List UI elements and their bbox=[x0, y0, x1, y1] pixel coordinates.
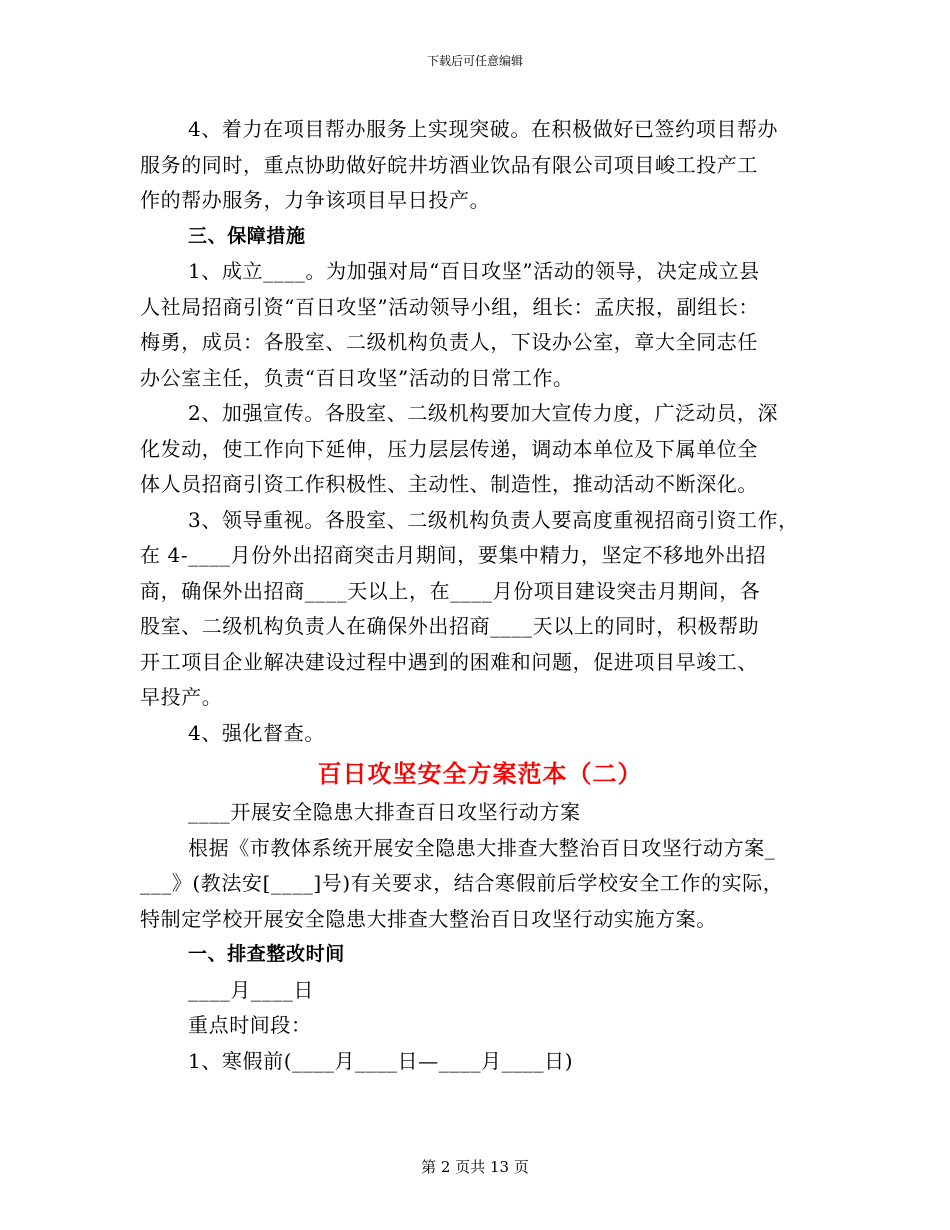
text-line: 1、成立____。为加强对局“百日攻坚”活动的领导，决定成立县 bbox=[188, 259, 760, 283]
paragraph-leadership bbox=[140, 503, 820, 716]
text-line: 3、领导重视。各股室、二级机构负责人要高度重视招商引资工作， bbox=[188, 507, 799, 532]
text-line: 开工项目企业解决建设过程中遇到的困难和问题，促进项目早竣工、 bbox=[140, 649, 758, 674]
paragraph-supervision: 4、强化督查。 bbox=[188, 720, 325, 745]
section-heading-safeguards: 三、保障措施 bbox=[188, 224, 306, 247]
document-body bbox=[140, 112, 820, 1079]
document-title: 百日攻坚安全方案范本（二） bbox=[317, 760, 643, 788]
date-line: ____月____日 bbox=[188, 977, 314, 1002]
text-line: 人社局招商引资“百日攻坚”活动领导小组，组长：孟庆报，副组长： bbox=[140, 294, 760, 319]
text-line: 办公室主任，负责“百日攻坚”活动的日常工作。 bbox=[140, 365, 574, 390]
text-line: 根据《市教体系统开展安全隐患大排查大整治百日攻坚行动方案_ bbox=[188, 835, 776, 860]
page-header: 下载后可任意编辑 bbox=[426, 54, 523, 68]
paragraph-publicity bbox=[140, 396, 820, 503]
text-line: ___》(教法安[____]号)有关要求，结合寒假前后学校安全工作的实际， bbox=[140, 871, 784, 895]
text-line: 在 4-____月份外出招商突击月期间，要集中精力，坚定不移地外出招 bbox=[140, 543, 767, 567]
text-line: 化发动，使工作向下延伸，压力层层传递，调动本单位及下属单位全 bbox=[140, 436, 758, 461]
text-line: 服务的同时，重点协助做好皖井坊酒业饮品有限公司项目峻工投产工 bbox=[140, 152, 758, 177]
section-heading-time: 一、排查整改时间 bbox=[188, 943, 345, 965]
text-line: 商，确保外出招商____天以上，在____月份项目建设突击月期间，各 bbox=[140, 578, 761, 603]
text-line: 早投产。 bbox=[140, 685, 223, 709]
period-before-winter-break: 1、寒假前(____月____日—____月____日) bbox=[188, 1048, 574, 1073]
key-period-label: 重点时间段： bbox=[188, 1013, 312, 1037]
text-line: 4、着力在项目帮办服务上实现突破。在积极做好已签约项目帮办 bbox=[188, 117, 779, 141]
page-footer: 第 2 页共 13 页 bbox=[421, 1158, 529, 1176]
paragraph-basis bbox=[140, 831, 820, 938]
text-line: 股室、二级机构负责人在确保外出招商____天以上的同时，积极帮助 bbox=[140, 614, 760, 638]
text-line: 体人员招商引资工作积极性、主动性、制造性，推动活动不断深化。 bbox=[140, 472, 758, 496]
text-line: 作的帮办服务，力争该项目早日投产。 bbox=[140, 188, 491, 212]
paragraph-establish-group bbox=[140, 254, 820, 396]
plan-subtitle: ____开展安全隐患大排查百日攻坚行动方案 bbox=[188, 800, 581, 824]
text-line: 梅勇，成员：各股室、二级机构负责人，下设办公室，章大全同志任 bbox=[140, 330, 758, 354]
text-line: 特制定学校开展安全隐患大排查大整治百日攻坚行动实施方案。 bbox=[140, 906, 717, 931]
text-line: 2、加强宣传。各股室、二级机构要加大宣传力度，广泛动员，深 bbox=[188, 401, 779, 425]
paragraph-project-service bbox=[140, 112, 820, 219]
